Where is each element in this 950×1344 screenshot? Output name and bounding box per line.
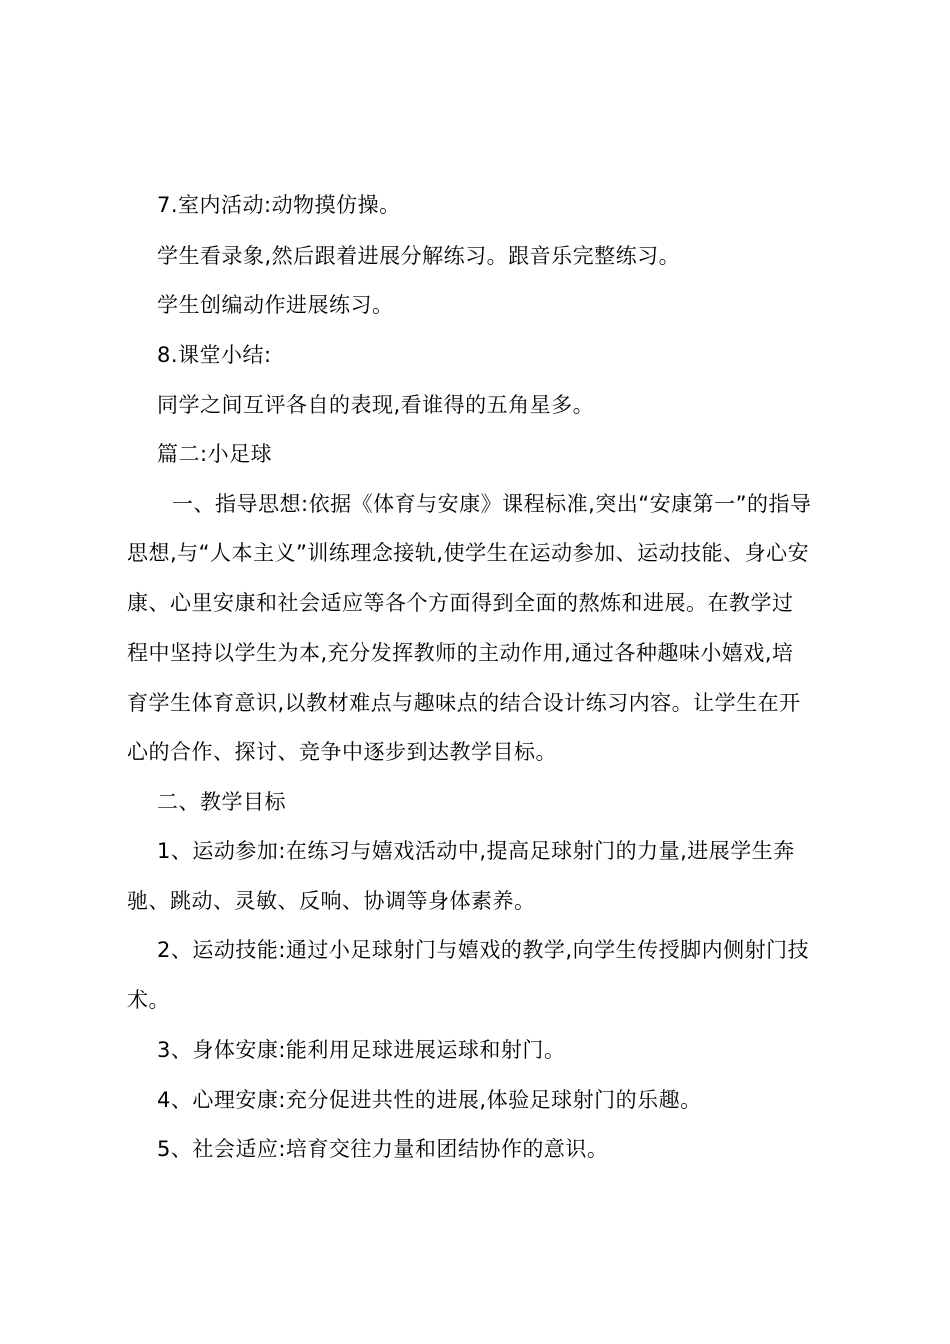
text-line: 学生看录象,然后跟着进展分解练习。跟音乐完整练习。 [157, 244, 681, 268]
text-line: 学生创编动作进展练习。 [157, 293, 394, 317]
text-line: 同学之间互评各自的表现,看谁得的五角星多。 [157, 393, 595, 417]
text-line: 4、心理安康:充分促进共性的进展,体验足球射门的乐趣。 [157, 1088, 702, 1112]
text-line: 7.室内活动:动物摸仿操。 [157, 193, 401, 217]
text-line: 驰、跳动、灵敏、反响、协调等身体素养。 [127, 889, 536, 913]
text-line: 一、指导思想:依据《体育与安康》课程标准,突出“安康第一”的指导 [172, 492, 812, 516]
section-heading: 二、教学目标 [157, 790, 286, 814]
text-line: 心的合作、探讨、竞争中逐步到达教学目标。 [127, 740, 557, 764]
text-line: 思想,与“人本主义”训练理念接轨,使学生在运动参加、运动技能、身心安 [127, 541, 810, 565]
text-line: 术。 [127, 988, 170, 1012]
text-line: 3、身体安康:能利用足球进展运球和射门。 [157, 1038, 566, 1062]
text-line: 程中坚持以学生为本,充分发挥教师的主动作用,通过各种趣味小嬉戏,培 [127, 641, 794, 665]
text-line: 2、运动技能:通过小足球射门与嬉戏的教学,向学生传授脚内侧射门技 [157, 938, 810, 962]
text-line: 1、运动参加:在练习与嬉戏活动中,提高足球射门的力量,进展学生奔 [157, 839, 795, 863]
text-line: 8.课堂小结: [157, 343, 272, 367]
text-line: 育学生体育意识,以教材难点与趣味点的结合设计练习内容。让学生在开 [127, 691, 801, 715]
text-line: 5、社会适应:培育交往力量和团结协作的意识。 [157, 1137, 609, 1161]
section-heading: 篇二:小足球 [157, 442, 273, 466]
text-line: 康、心里安康和社会适应等各个方面得到全面的熬炼和进展。在教学过 [127, 591, 794, 615]
